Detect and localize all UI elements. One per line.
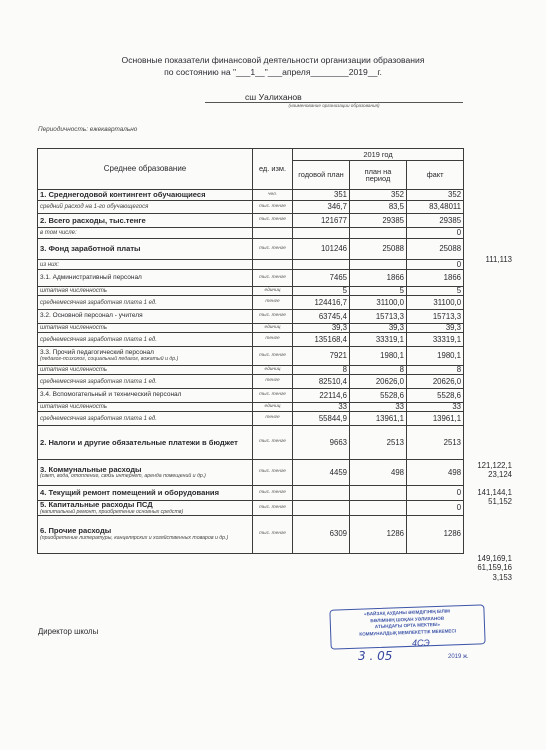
row-plan-year: 8: [293, 366, 350, 375]
row-name: [38, 296, 253, 310]
header-plan-year: годовой план: [293, 161, 350, 190]
table-row: [38, 310, 464, 324]
row-unit: единиц: [253, 324, 293, 333]
row-name: [38, 347, 253, 366]
row-unit: тыс. тенге: [253, 501, 293, 516]
row-unit: тыс. тенге: [253, 201, 293, 214]
row-unit: тыс. тенге: [253, 214, 293, 228]
table-row: [38, 515, 464, 553]
row-fact: 29385: [407, 214, 464, 228]
row-name: [38, 214, 253, 228]
row-unit: тыс. тенге: [253, 270, 293, 287]
row-plan-period: [350, 486, 407, 501]
row-plan-period: [350, 501, 407, 516]
row-plan-year: 101246: [293, 239, 350, 260]
stamp-frame: [329, 604, 485, 649]
row-label: 3.4. Вспомогательный и технический персонал: [40, 391, 182, 399]
row-fact: 33319,1: [407, 333, 464, 347]
row-fact: 5: [407, 287, 464, 296]
row-plan-year: 82510,4: [293, 375, 350, 389]
row-unit: единиц: [253, 287, 293, 296]
row-label: среднемесячная заработная плата 1 ед.: [40, 415, 157, 422]
row-unit: тенге: [253, 375, 293, 389]
table-row: [38, 190, 464, 201]
stamp-line: БӨЛІМІНІҢ ШОҚАН УӘЛИХАНОВ: [370, 615, 445, 623]
row-label: 1. Среднегодовой контингент обучающиеся: [40, 190, 206, 200]
row-plan-year: 4459: [293, 460, 350, 486]
stamp-date-suffix: 2019 ж.: [448, 654, 469, 660]
row-fact: 39,3: [407, 324, 464, 333]
table-row: [38, 324, 464, 333]
row-label: штатная численность: [40, 367, 108, 373]
side-note-utilities: [466, 488, 512, 507]
row-fact: 5528,6: [407, 389, 464, 403]
row-plan-period: 31100,0: [350, 296, 407, 310]
row-label: 2. Налоги и другие обязательные платежи в бюджет: [40, 437, 238, 447]
row-name: [38, 403, 253, 412]
row-unit: [253, 228, 293, 239]
row-plan-period: 498: [350, 460, 407, 486]
row-unit: чел.: [253, 190, 293, 201]
row-name: [38, 324, 253, 333]
table-row: [38, 486, 464, 501]
row-name: [38, 515, 253, 553]
row-plan-year: 6309: [293, 515, 350, 553]
side-note-line: 141,144,1: [477, 488, 512, 497]
report-date-line: по состоянию на "___1__"___апреля________2019__г.: [164, 67, 382, 77]
table-row: [38, 201, 464, 214]
table-row: [38, 287, 464, 296]
report-title: Основные показатели финансовой деятельности организации образования: [121, 55, 425, 65]
organization-name: сш Уалиханов: [205, 92, 463, 103]
table-row: [38, 296, 464, 310]
row-label: среднемесячная заработная плата 1 ед.: [40, 336, 157, 343]
row-name: [38, 366, 253, 375]
row-plan-period: [350, 260, 407, 270]
row-fact: 0: [407, 260, 464, 270]
stamp-line: КОММУНАЛДЫҚ МЕМЛЕКЕТТІК МЕКЕМЕСІ: [359, 628, 457, 637]
row-label: 4. Текущий ремонт помещений и оборудования: [40, 488, 220, 498]
table-row: [38, 412, 464, 426]
row-label: штатная численность: [40, 325, 108, 331]
row-unit: тенге: [253, 296, 293, 310]
row-fact: 352: [407, 190, 464, 201]
row-label: из них:: [40, 261, 60, 268]
header-year: 2019 год: [293, 149, 464, 161]
row-unit: единиц: [253, 366, 293, 375]
row-unit: тыс. тенге: [253, 239, 293, 260]
row-name: [38, 287, 253, 296]
side-note-line: 3,153: [492, 572, 512, 582]
row-sublabel: (приобретение литературы, канцелярских и хозяйственных товаров и др.): [40, 534, 229, 541]
row-unit: [253, 260, 293, 270]
row-unit: тыс. тенге: [253, 426, 293, 460]
row-name: [38, 270, 253, 287]
side-note-line: 121,122,1: [477, 461, 512, 470]
row-plan-year: [293, 501, 350, 516]
row-plan-period: [350, 228, 407, 239]
school-stamp: [330, 607, 485, 663]
row-label: среднемесячная заработная плата 1 ед.: [40, 378, 157, 385]
row-fact: 31100,0: [407, 296, 464, 310]
row-fact: 1980,1: [407, 347, 464, 366]
row-unit: тенге: [253, 412, 293, 426]
row-fact: 20626,0: [407, 375, 464, 389]
row-fact: 0: [407, 486, 464, 501]
table-row: [38, 375, 464, 389]
row-unit: тыс. тенге: [253, 486, 293, 501]
row-label: 3.1. Административный персонал: [40, 273, 142, 281]
table-row: [38, 389, 464, 403]
row-name: [38, 486, 253, 501]
row-fact: 2513: [407, 426, 464, 460]
side-note-line: 51,152: [488, 497, 512, 507]
row-name: [38, 228, 253, 239]
side-note-wages: 111,113: [485, 255, 512, 264]
row-name: [38, 333, 253, 347]
row-plan-year: 351: [293, 190, 350, 201]
row-label: 3.2. Основной персонал - учителя: [40, 312, 143, 320]
row-plan-year: 5: [293, 287, 350, 296]
row-plan-year: 9663: [293, 426, 350, 460]
table-row: [38, 260, 464, 270]
row-label: 5. Капитальные расходы ПСД: [40, 500, 153, 509]
side-note-line: 61,159,16: [477, 563, 512, 573]
row-plan-period: 5528,6: [350, 389, 407, 403]
row-plan-period: 1866: [350, 270, 407, 287]
stamp-line: «БАЙЗАҚ АУДАНЫ ӘКІМДІГІНІҢ БІЛІМ: [364, 608, 450, 617]
row-unit: тыс. тенге: [253, 347, 293, 366]
table-row: [38, 366, 464, 375]
row-unit: тыс. тенге: [253, 310, 293, 324]
table-row: [38, 333, 464, 347]
row-fact: 0: [407, 228, 464, 239]
row-plan-period: 8: [350, 366, 407, 375]
director-label: Директор школы: [38, 627, 99, 636]
table-row: [38, 270, 464, 287]
table-row: [38, 228, 464, 239]
row-fact: 15713,3: [407, 310, 464, 324]
row-plan-period: 15713,3: [350, 310, 407, 324]
row-label: штатная численность: [40, 288, 108, 294]
row-plan-year: 33: [293, 403, 350, 412]
header-unit: ед. изм.: [253, 149, 293, 190]
header-fact: факт: [407, 161, 464, 190]
row-unit: единиц: [253, 403, 293, 412]
row-plan-year: 346,7: [293, 201, 350, 214]
row-plan-period: 5: [350, 287, 407, 296]
row-unit: тыс. тенге: [253, 460, 293, 486]
row-fact: 1866: [407, 270, 464, 287]
row-label: средний расход на 1-го обучающегося: [40, 204, 149, 210]
row-plan-year: 55844,9: [293, 412, 350, 426]
row-unit: тыс. тенге: [253, 389, 293, 403]
row-unit: тенге: [253, 333, 293, 347]
row-plan-period: 20626,0: [350, 375, 407, 389]
row-plan-year: [293, 260, 350, 270]
stamp-number: 4СЭ: [412, 638, 430, 648]
stamp-line: АТЫНДАҒЫ ОРТА МЕКТЕБІ»: [374, 622, 441, 630]
row-plan-year: 7465: [293, 270, 350, 287]
row-plan-year: 7921: [293, 347, 350, 366]
row-fact: 498: [407, 460, 464, 486]
table-row: [38, 426, 464, 460]
row-label: среднемесячная заработная плата 1 ед.: [40, 299, 157, 306]
row-plan-period: 39,3: [350, 324, 407, 333]
table-row: [38, 239, 464, 260]
row-plan-period: 33: [350, 403, 407, 412]
financial-indicators-table: [37, 148, 464, 554]
row-label: 3. Фонд заработной платы: [40, 244, 141, 254]
row-unit: тыс. тенге: [253, 515, 293, 553]
row-label: 3. Коммунальные расходы: [40, 464, 142, 474]
row-plan-year: 22114,6: [293, 389, 350, 403]
row-plan-period: 2513: [350, 426, 407, 460]
row-plan-period: 1286: [350, 515, 407, 553]
side-note-line: 23,124: [488, 470, 512, 480]
row-fact: 83,48011: [407, 201, 464, 214]
row-plan-year: [293, 486, 350, 501]
row-name: [38, 201, 253, 214]
row-plan-period: 25088: [350, 239, 407, 260]
row-fact: 33: [407, 403, 464, 412]
row-name: [38, 426, 253, 460]
side-note-taxes: [466, 461, 512, 480]
row-plan-year: 135168,4: [293, 333, 350, 347]
row-name: [38, 239, 253, 260]
row-sublabel: (свет, вода, отопление, связь интернет, аренда помещений и др.): [40, 473, 206, 480]
periodicity-label: Периодичность: ежеквартально: [38, 126, 138, 133]
row-name: [38, 412, 253, 426]
row-sublabel: (педагог-психолог, социальный педагог, вожатый и др.): [40, 356, 179, 363]
row-name: [38, 310, 253, 324]
table-row: [38, 214, 464, 228]
row-name: [38, 389, 253, 403]
row-plan-period: 352: [350, 190, 407, 201]
row-plan-period: 13961,1: [350, 412, 407, 426]
row-plan-year: 39,3: [293, 324, 350, 333]
row-fact: 25088: [407, 239, 464, 260]
row-fact: 1286: [407, 515, 464, 553]
row-fact: 8: [407, 366, 464, 375]
row-name: [38, 375, 253, 389]
row-label: штатная численность: [40, 404, 108, 410]
side-note-other: [466, 554, 512, 582]
row-name: [38, 260, 253, 270]
row-plan-period: 83,5: [350, 201, 407, 214]
row-plan-year: 124416,7: [293, 296, 350, 310]
header-plan-period: план на период: [350, 161, 407, 190]
row-name: [38, 190, 253, 201]
side-note-line: 149,169,1: [477, 554, 512, 563]
row-plan-period: 29385: [350, 214, 407, 228]
header-name: Среднее образование: [38, 149, 253, 190]
table-row: [38, 501, 464, 516]
row-name: [38, 460, 253, 486]
row-sublabel: (капитальный ремонт, приобретение основных средств): [40, 508, 184, 515]
table-row: [38, 403, 464, 412]
row-label: 3.3. Прочий педагогический персонал: [40, 348, 154, 356]
row-name: [38, 501, 253, 516]
row-plan-period: 1980,1: [350, 347, 407, 366]
row-plan-period: 33319,1: [350, 333, 407, 347]
organization-caption: (наименование организации образования): [288, 103, 380, 108]
row-plan-year: 63745,4: [293, 310, 350, 324]
table-row: [38, 347, 464, 366]
row-plan-year: 121677: [293, 214, 350, 228]
row-label: в том числе:: [40, 230, 77, 236]
table-row: [38, 460, 464, 486]
row-fact: 0: [407, 501, 464, 516]
row-label: 2. Всего расходы, тыс.тенге: [40, 215, 146, 225]
row-fact: 13961,1: [407, 412, 464, 426]
stamp-date: 3 . 05: [358, 649, 393, 663]
row-label: 6. Прочие расходы: [40, 526, 112, 536]
row-plan-year: [293, 228, 350, 239]
